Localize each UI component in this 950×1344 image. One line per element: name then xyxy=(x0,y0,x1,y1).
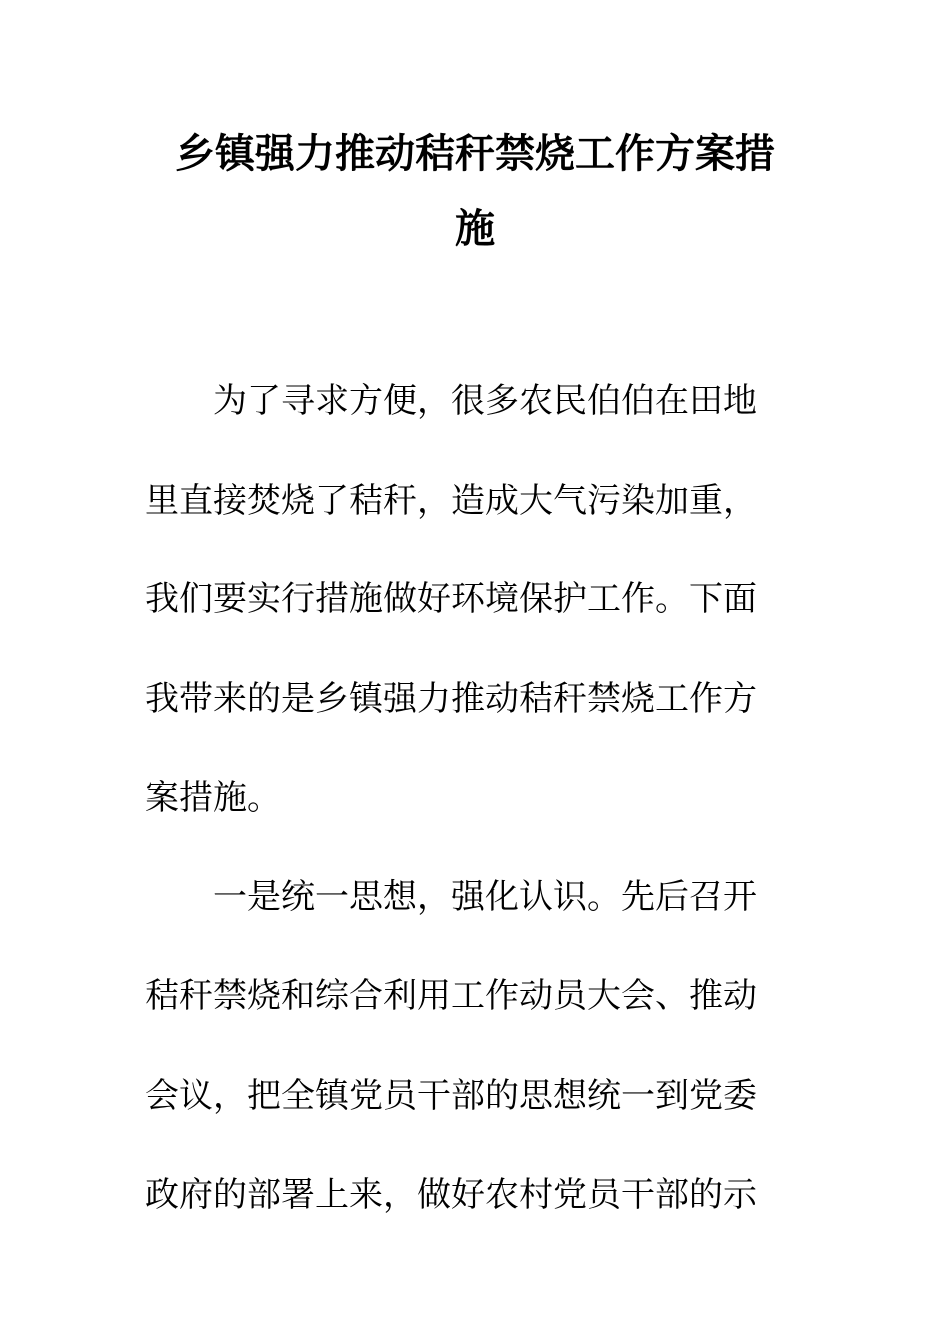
paragraph-line: 案措施。 xyxy=(145,778,281,818)
document-title-line-2: 施 xyxy=(455,205,495,252)
document-title-line-1: 乡镇强力推动秸秆禁烧工作方案措 xyxy=(175,130,775,177)
paragraph-line: 为了寻求方便，很多农民伯伯在田地 xyxy=(213,381,757,421)
paragraph-line: 会议，把全镇党员干部的思想统一到党委 xyxy=(145,1076,757,1116)
paragraph-line: 政府的部署上来，做好农村党员干部的示 xyxy=(145,1175,757,1215)
paragraph-line: 一是统一思想，强化认识。先后召开 xyxy=(213,877,757,917)
paragraph-line: 里直接焚烧了秸秆，造成大气污染加重， xyxy=(145,481,757,521)
paragraph-line: 秸秆禁烧和综合利用工作动员大会、推动 xyxy=(145,976,757,1016)
paragraph-line: 我们要实行措施做好环境保护工作。下面 xyxy=(145,579,757,619)
paragraph-line: 我带来的是乡镇强力推动秸秆禁烧工作方 xyxy=(145,679,757,719)
